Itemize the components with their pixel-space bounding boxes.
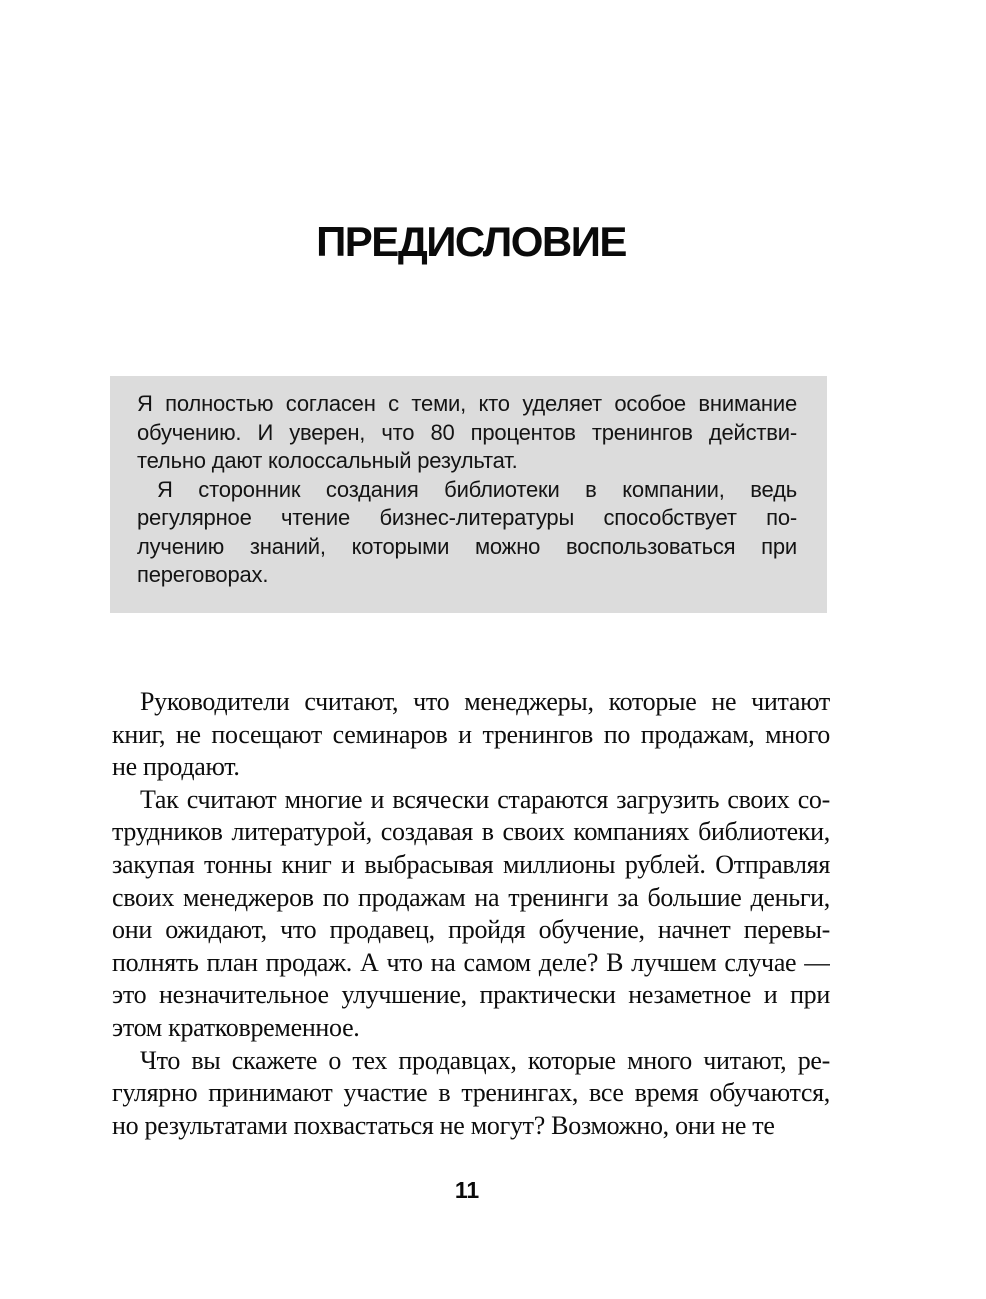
text-line: лучению знаний, которыми можно воспользоваться при [137,533,797,559]
text-line: Я сторонник создания библиотеки в компании, ведь [157,476,797,502]
text-line: книг, не посещают семинаров и тренингов по продажам, много [112,719,830,749]
text-line: регулярное чтение бизнес-литературы способствует по- [137,505,797,530]
chapter-title: ПРЕДИСЛОВИЕ [316,218,626,265]
text-line: обучению. И уверен, что 80 процентов тренингов действи- [137,419,797,445]
page-number: 11 [454,1177,480,1203]
text-line: тельно дают колоссальный результат. [137,448,518,473]
text-line: Я полностью согласен с теми, кто уделяет особое внимание [137,391,797,416]
text-line: но результатами похвастаться не могут? Возможно, они не те [112,1110,775,1140]
text-line: не продают. [112,752,240,782]
body-text [112,686,830,1142]
text-line: Что вы скажете о тех продавцах, которые много читают, ре- [140,1045,830,1075]
text-line: переговорах. [137,562,269,587]
quote-box [110,376,827,613]
text-line: они ожидают, что продавец, пройдя обучение, начнет перевы- [112,915,830,945]
text-line: это незначительное улучшение, практически незаметное и при [112,980,830,1010]
text-line: трудников литературой, создавая в своих компаниях библиотеки, [112,817,830,847]
text-line: своих менеджеров по продажам на тренинги за большие деньги, [112,882,830,912]
text-line: Руководители считают, что менеджеры, которые не читают [140,687,830,716]
text-line: Так считают многие и всячески стараются загрузить своих со- [140,784,830,814]
text-line: закупая тонны книг и выбрасывая миллионы рублей. Отправляя [112,849,830,879]
text-line: гулярно принимают участие в тренингах, все время обучаются, [112,1078,830,1108]
text-line: полнять план продаж. А что на самом деле? В лучшем случае — [112,947,830,977]
text-line: этом кратковременное. [112,1012,360,1042]
